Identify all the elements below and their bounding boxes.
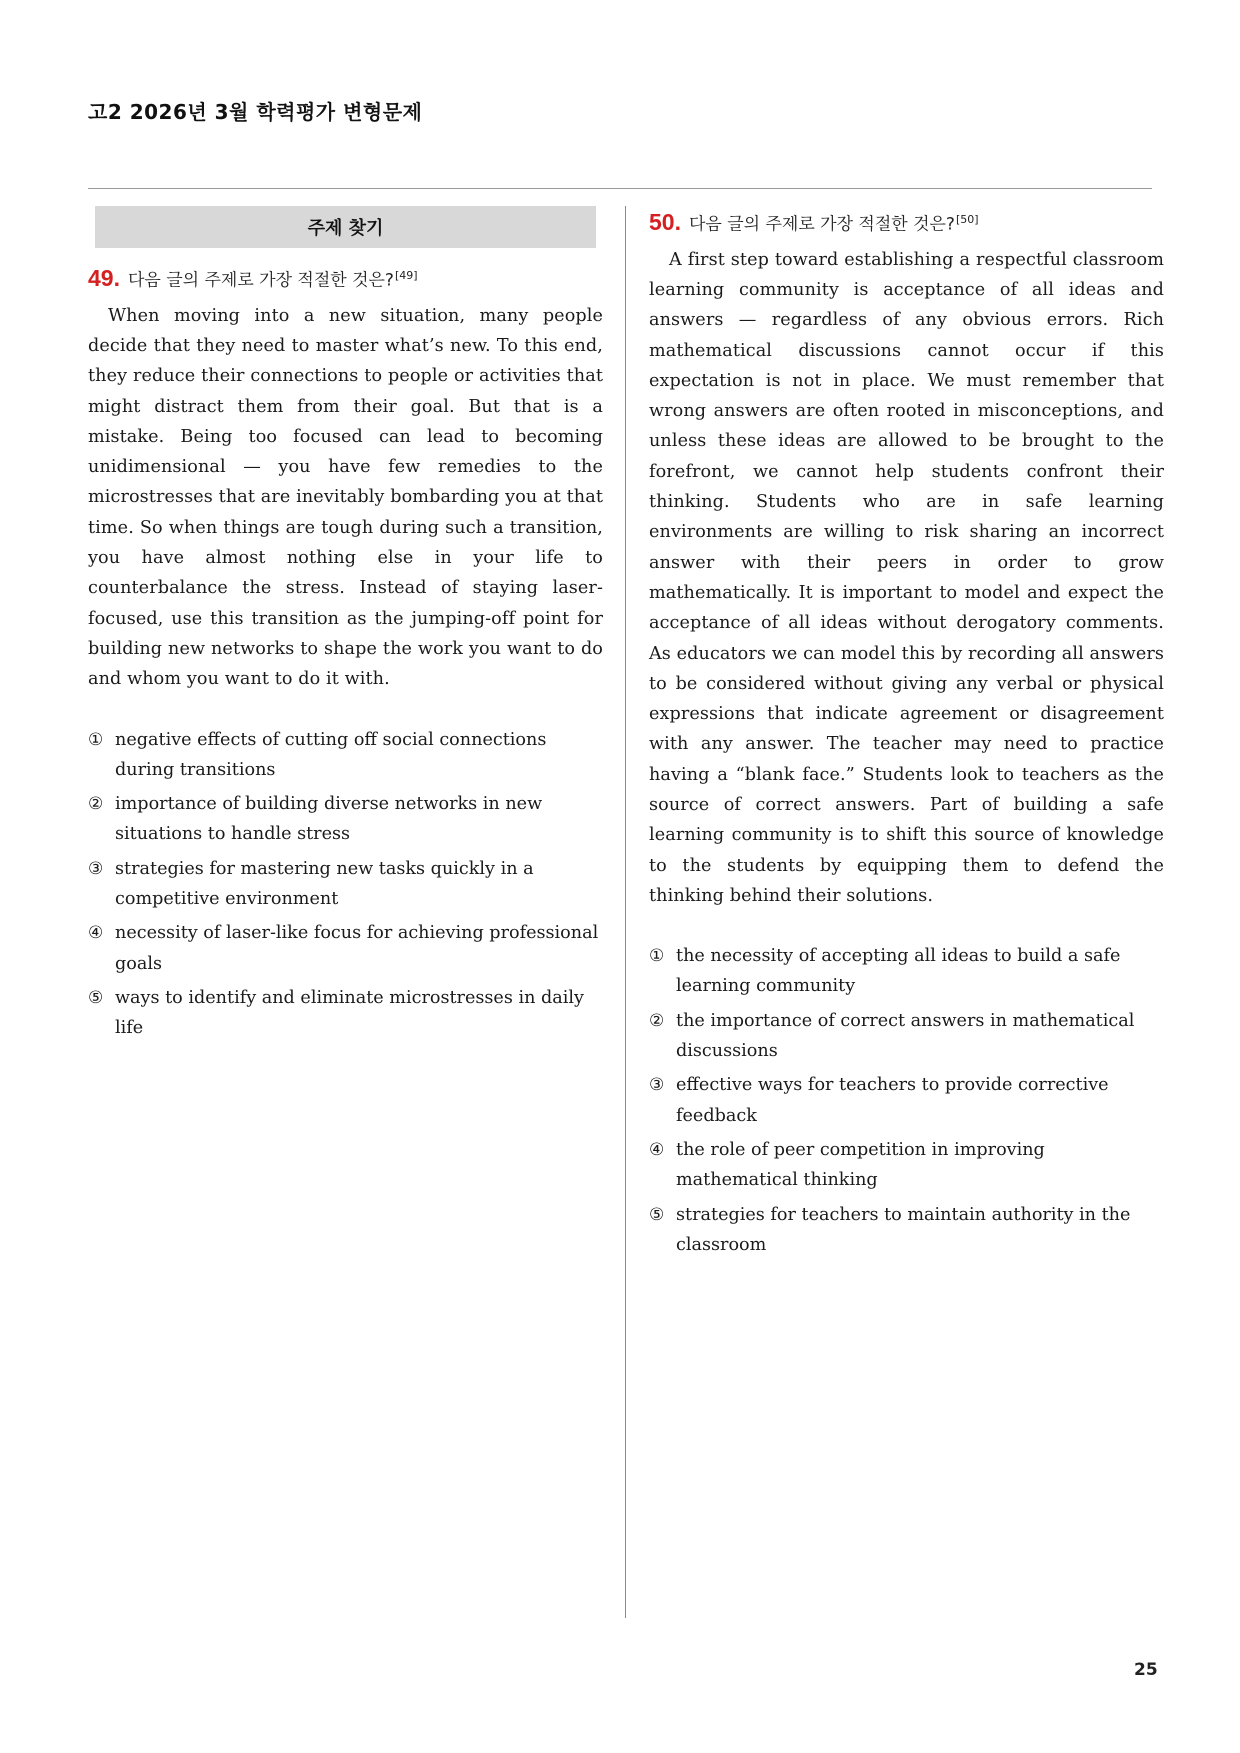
choice-option[interactable] bbox=[649, 1135, 1164, 1196]
choice-mark: ④ bbox=[88, 923, 104, 944]
question-50-choices bbox=[649, 941, 1164, 1260]
choice-option[interactable] bbox=[649, 1200, 1164, 1261]
choice-text: strategies for teachers to maintain authority in the classroom bbox=[676, 1204, 1131, 1255]
section-label: 주제 찾기 bbox=[307, 218, 384, 239]
choice-text: strategies for mastering new tasks quickly in a competitive environment bbox=[115, 858, 534, 909]
choice-text: effective ways for teachers to provide corrective feedback bbox=[676, 1075, 1109, 1126]
question-49-header bbox=[88, 262, 603, 295]
choice-option[interactable] bbox=[88, 918, 603, 979]
page-header-title: 고2 2026년 3월 학력평가 변형문제 bbox=[88, 100, 423, 124]
choice-text: necessity of laser-like focus for achieving professional goals bbox=[115, 923, 599, 974]
choice-mark: ⑤ bbox=[88, 987, 104, 1008]
question-50-passage: A first step toward establishing a respectful classroom learning community is acceptance of all ideas and answers — regardless of any obvious errors. Rich mathematical discussions cannot occur if this expectation is not in place. We must remember that wrong answers are often rooted in misconceptions, and unless these ideas are allowed to be brought to the forefront, we cannot help students confront their thinking. Students who are in safe learning environments are willing to risk sharing an incorrect answer with their peers in order to grow mathematically. It is important to model and expect the acceptance of all ideas without derogatory comments. As educators we can model this by recording all answers to be considered without giving any verbal or physical expressions that indicate agreement or disagreement with any answer. The teacher may need to practice having a “blank face.” Students look to teachers as the source of correct answers. Part of building a safe learning community is to shift this source of knowledge to the students by equipping them to defend the thinking behind their solutions. bbox=[649, 249, 1164, 906]
choice-option[interactable] bbox=[649, 941, 1164, 1002]
right-column bbox=[649, 206, 1164, 1264]
choice-mark: ③ bbox=[649, 1075, 665, 1096]
column-divider bbox=[625, 206, 626, 1618]
choice-text: the role of peer competition in improving mathematical thinking bbox=[676, 1139, 1045, 1191]
question-prompt: 다음 글의 주제로 가장 적절한 것은? bbox=[688, 214, 955, 235]
question-number: 49. bbox=[88, 264, 120, 291]
section-label-box bbox=[95, 206, 596, 248]
choice-mark: ② bbox=[649, 1010, 665, 1031]
choice-option[interactable] bbox=[88, 789, 603, 850]
question-number: 50. bbox=[649, 208, 681, 235]
choice-text: the necessity of accepting all ideas to build a safe learning community bbox=[676, 946, 1121, 997]
choice-text: importance of building diverse networks in new situations to handle stress bbox=[115, 794, 543, 845]
choice-text: ways to identify and eliminate microstresses in daily life bbox=[115, 987, 584, 1039]
choice-mark: ① bbox=[649, 946, 665, 967]
choice-mark: ④ bbox=[649, 1139, 665, 1160]
question-49-choices bbox=[88, 725, 603, 1044]
choice-text: negative effects of cutting off social connections during transitions bbox=[115, 729, 547, 780]
left-column bbox=[88, 206, 603, 1047]
choice-mark: ③ bbox=[88, 858, 104, 879]
choice-option[interactable] bbox=[649, 1070, 1164, 1131]
question-50-header bbox=[649, 206, 1164, 239]
question-prompt: 다음 글의 주제로 가장 적절한 것은? bbox=[127, 270, 394, 291]
page-number: 25 bbox=[1134, 1660, 1158, 1680]
choice-option[interactable] bbox=[88, 983, 603, 1044]
choice-mark: ⑤ bbox=[649, 1204, 665, 1225]
choice-text: the importance of correct answers in mathematical discussions bbox=[676, 1010, 1135, 1062]
header-divider bbox=[88, 188, 1152, 189]
choice-mark: ② bbox=[88, 794, 104, 815]
choice-mark: ① bbox=[88, 729, 104, 750]
choice-option[interactable] bbox=[649, 1006, 1164, 1067]
question-ref: [49] bbox=[394, 269, 418, 282]
question-49-passage: When moving into a new situation, many people decide that they need to master what’s new. To this end, they reduce their connections to people or activities that might distract them from their goal. But that is a mistake. Being too focused can lead to becoming unidimensional — you have few remedies to the microstresses that are inevitably bombarding you at that time. So when things are tough during such a transition, you have almost nothing else in your life to counterbalance the stress. Instead of staying laser-focused, use this transition as the jumping-off point for building new networks to shape the work you want to do and whom you want to do it with. bbox=[88, 305, 603, 690]
choice-option[interactable] bbox=[88, 854, 603, 915]
question-ref: [50] bbox=[955, 213, 979, 226]
choice-option[interactable] bbox=[88, 725, 603, 786]
